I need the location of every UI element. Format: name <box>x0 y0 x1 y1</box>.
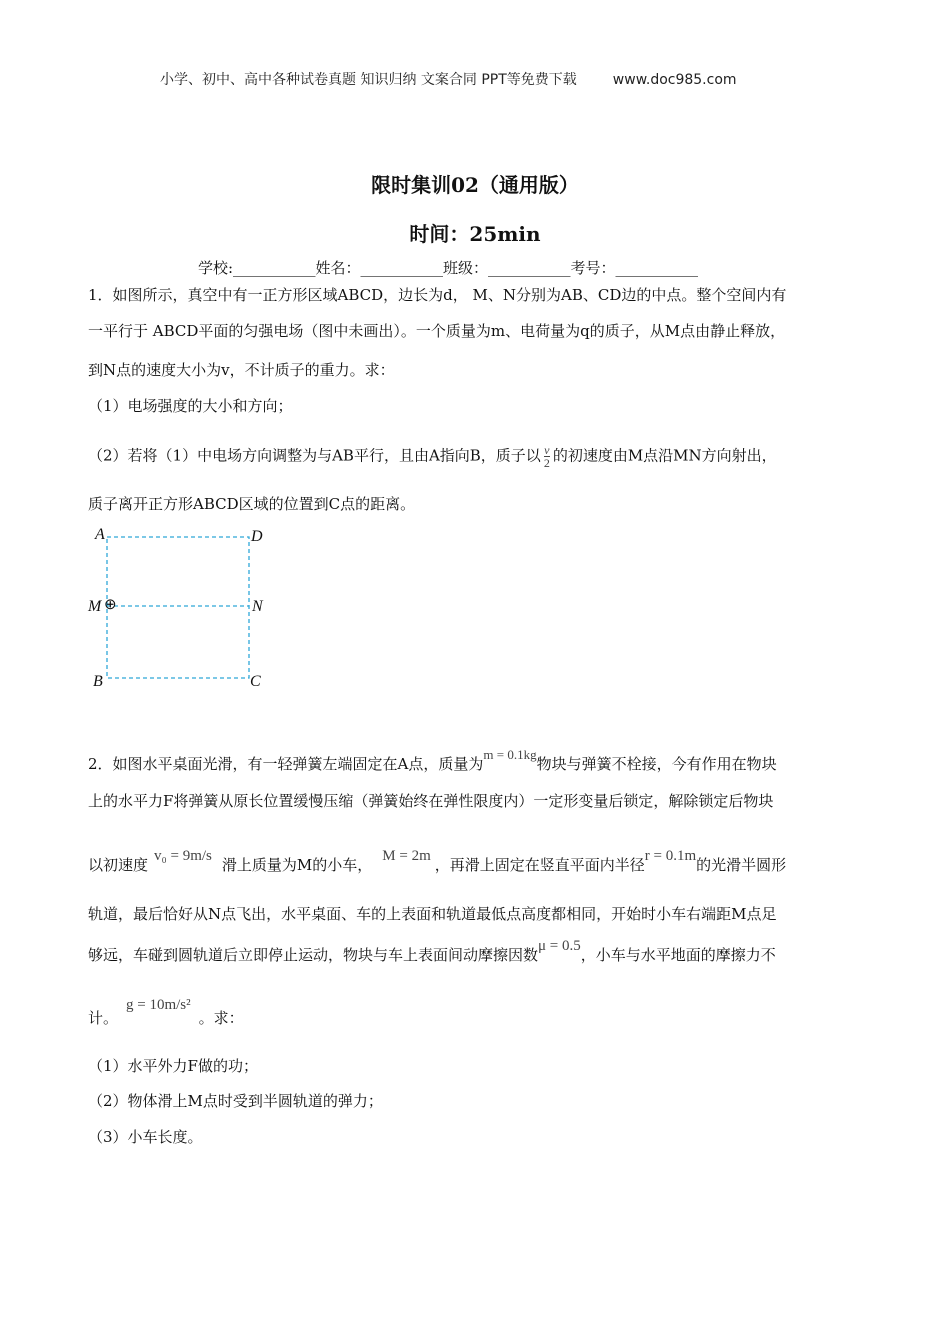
label-d: D <box>251 528 263 545</box>
v0-formula: v₀ = 9m/s <box>154 848 212 864</box>
t: ，再滑上固定在竖直平面内半径 <box>434 856 645 874</box>
t: 以初速度 <box>88 856 149 874</box>
q2-sub1: （1）水平外力F做的功； <box>88 1057 258 1075</box>
t: 物块与弹簧不栓接，今有作用在物块 <box>536 755 777 773</box>
q1-sub2-text: （2）若将（1）中电场方向调整为与AB平行，且由A指向B，质子以 <box>88 446 541 465</box>
proton-icon: ⊕ <box>104 597 117 613</box>
frac-den: 2 <box>543 456 550 470</box>
q1-sub1: （1）电场强度的大小和方向； <box>88 397 293 415</box>
q2-sub2: （2）物体滑上M点时受到半圆轨道的弹力； <box>88 1092 383 1110</box>
q1-sub2-text2: 的初速度由M点沿MN方向射出， <box>552 446 777 465</box>
q1-line3: 到N点的速度大小为v，不计质子的重力。求： <box>88 361 395 379</box>
t: 计。 <box>88 1009 119 1027</box>
square-abcd <box>107 537 249 678</box>
t: 。求： <box>198 1009 244 1027</box>
q1-line6: 质子离开正方形ABCD区域的位置到C点的距离。 <box>88 495 416 513</box>
page-title: 限时集训02（通用版） <box>371 173 579 197</box>
g-formula: g = 10m/s² <box>126 997 191 1013</box>
r-formula: r = 0.1m <box>644 848 697 864</box>
q1-line2: 一平行于 ABCD平面的匀强电场（图中未画出）。一个质量为m、电荷量为q的质子，从M点由静止释放， <box>88 322 786 340</box>
mu-formula: μ = 0.5 <box>538 938 581 954</box>
mass-formula: m = 0.1kg <box>483 747 537 762</box>
time-limit: 时间：25min <box>409 222 541 246</box>
q2-line2: 上的水平力F将弹簧从原长位置缓慢压缩（弹簧始终在弹性限度内）一定形变量后锁定，解除锁定后物块 <box>88 792 774 810</box>
label-n: N <box>252 598 263 615</box>
q2-sub3: （3）小车长度。 <box>88 1128 203 1146</box>
t: ，小车与水平地面的摩擦力不 <box>580 946 776 964</box>
q2-line5 <box>88 938 776 966</box>
q2-line1 <box>88 747 777 775</box>
q2-line4: 轨道，最后恰好从N点飞出，水平桌面、车的上表面和轨道最低点高度都相同，开始时小车右端距M点足 <box>88 905 777 923</box>
header-text: 小学、初中、高中各种试卷真题 知识归纳 文案合同 PPT等免费下载 <box>160 72 577 88</box>
label-a: A <box>95 526 105 543</box>
M-formula: M = 2m <box>382 848 431 864</box>
q2-line3 <box>88 848 787 876</box>
t: 2．如图水平桌面光滑，有一轻弹簧左端固定在A点，质量为 <box>88 755 484 773</box>
label-b: B <box>93 673 103 690</box>
t: 的光滑半圆形 <box>696 856 787 874</box>
q2-line6 <box>88 997 244 1029</box>
t: 滑上质量为M的小车， <box>221 856 373 874</box>
t: 够远，车碰到圆轨道后立即停止运动，物块与车上表面间动摩擦因数 <box>88 946 539 964</box>
student-info-line: 学校:___________姓名：___________班级：___________考号：___________ <box>198 259 699 277</box>
q1-line1: 1．如图所示，真空中有一正方形区域ABCD，边长为d， M、N分别为AB、CD边的中点。整个空间内有 <box>88 286 787 304</box>
label-m: M <box>88 598 102 615</box>
frac-num: v <box>544 443 550 457</box>
label-c: C <box>250 673 261 690</box>
header-url[interactable]: www.doc985.com <box>612 72 737 88</box>
